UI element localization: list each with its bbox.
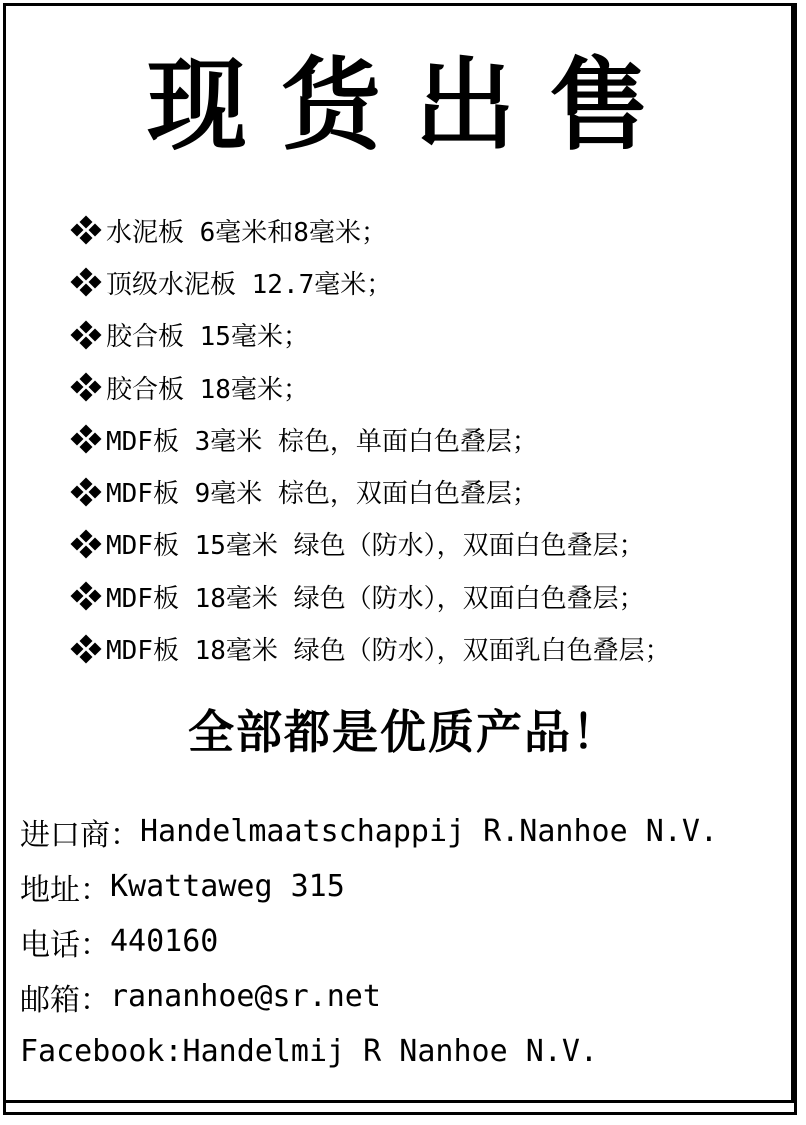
product-text: MDF板 3毫米 棕色，单面白色叠层； <box>106 426 538 457</box>
email-line <box>20 969 790 1024</box>
product-text: MDF板 18毫米 绿色（防水），双面白色叠层； <box>106 583 645 614</box>
product-text: 水泥板 6毫米和8毫米； <box>106 217 387 248</box>
address-line <box>20 859 790 914</box>
product-text: 顶级水泥板 12.7毫米； <box>106 269 393 300</box>
product-text: 胶合板 15毫米； <box>106 322 309 353</box>
contact-label: 电话： <box>20 927 110 963</box>
list-item <box>68 465 798 517</box>
list-item <box>68 413 798 465</box>
list-item <box>68 256 798 308</box>
product-text: MDF板 15毫米 绿色（防水），双面白色叠层； <box>106 531 645 562</box>
four-diamond-bullet-icon <box>68 477 104 507</box>
contact-value: Facebook:Handelmij R Nanhoe N.V. <box>20 1034 598 1069</box>
flyer-frame <box>3 3 797 1115</box>
list-item <box>68 309 798 361</box>
contact-block <box>20 804 790 1079</box>
four-diamond-bullet-icon <box>68 424 104 454</box>
list-item <box>68 518 798 570</box>
four-diamond-bullet-icon <box>68 267 104 297</box>
list-item <box>68 570 798 622</box>
contact-value: Handelmaatschappij R.Nanhoe N.V. <box>140 814 718 849</box>
four-diamond-bullet-icon <box>68 529 104 559</box>
contact-value: 440160 <box>110 924 219 959</box>
contact-value: rananhoe@sr.net <box>110 979 381 1014</box>
phone-line <box>20 914 790 969</box>
four-diamond-bullet-icon <box>68 581 104 611</box>
list-item <box>68 204 798 256</box>
list-item <box>68 361 798 413</box>
four-diamond-bullet-icon <box>68 215 104 245</box>
four-diamond-bullet-icon <box>68 634 104 664</box>
importer-line <box>20 804 790 859</box>
contact-label: 地址： <box>20 872 110 908</box>
contact-label: 邮箱： <box>20 982 110 1018</box>
list-item <box>68 622 798 674</box>
product-text: MDF板 9毫米 棕色，双面白色叠层； <box>106 479 538 510</box>
quality-tagline: 全部都是优质产品！ <box>188 705 620 759</box>
four-diamond-bullet-icon <box>68 372 104 402</box>
flyer-title: 现货出售 <box>147 47 683 164</box>
product-text: 胶合板 18毫米； <box>106 374 309 405</box>
facebook-line <box>20 1024 790 1079</box>
product-list <box>68 204 798 675</box>
four-diamond-bullet-icon <box>68 320 104 350</box>
product-text: MDF板 18毫米 绿色（防水），双面乳白色叠层； <box>106 636 671 667</box>
contact-label: 进口商： <box>20 817 140 853</box>
contact-value: Kwattaweg 315 <box>110 869 345 904</box>
